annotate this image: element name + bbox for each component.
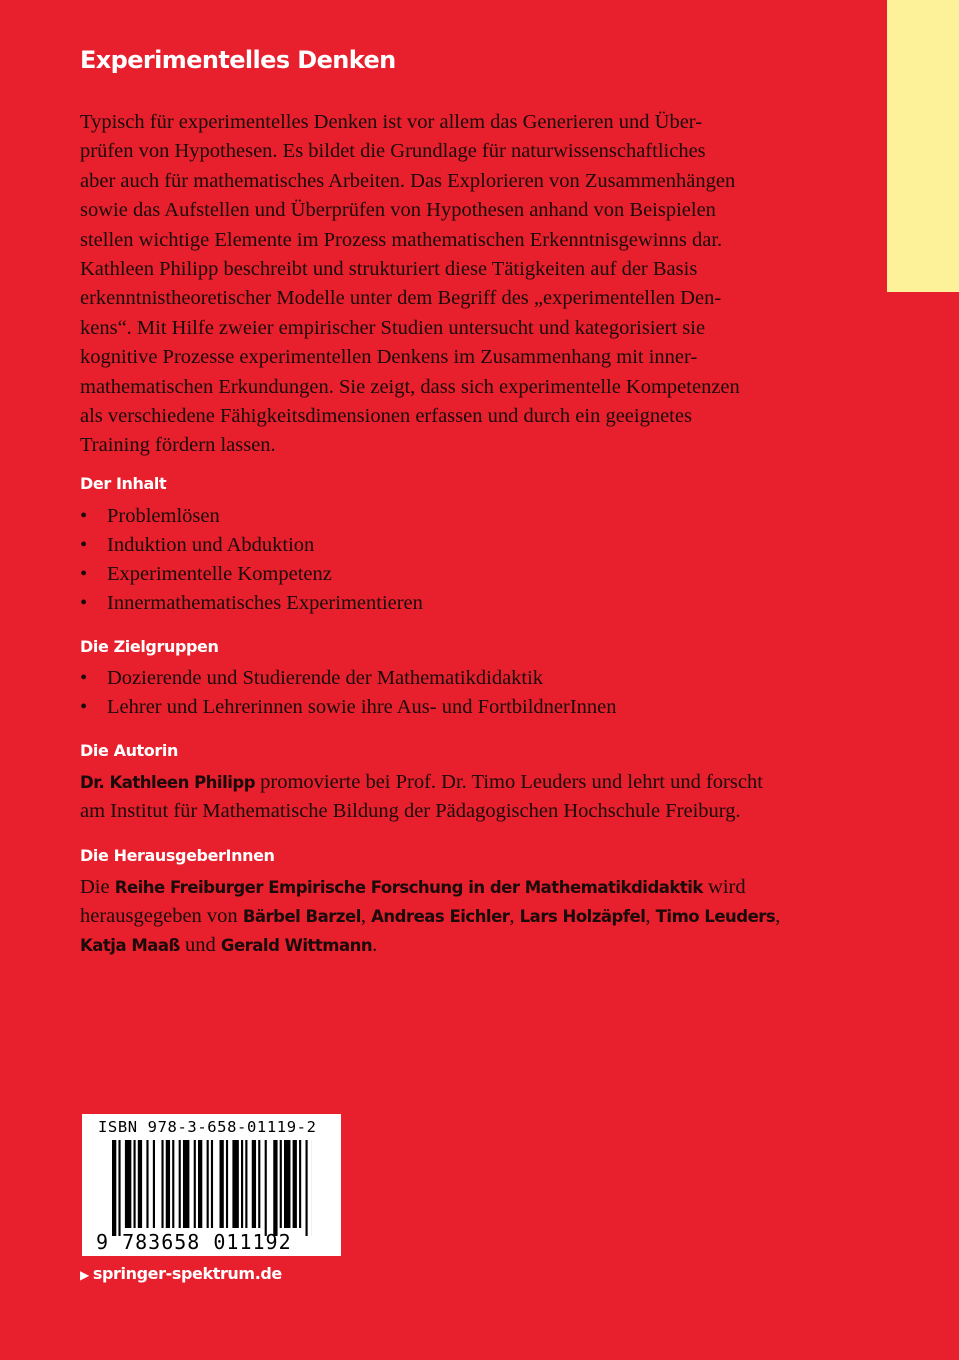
- text: wird: [702, 876, 746, 898]
- editor-name: Bärbel Barzel: [242, 907, 361, 926]
- barcode-bar: [194, 1140, 196, 1228]
- barcode-bar: [306, 1140, 308, 1236]
- zielgruppen-heading: Die Zielgruppen: [80, 637, 219, 656]
- intro-line: prüfen von Hypothesen. Es bildet die Grundlage für naturwissenschaftliches: [80, 140, 706, 163]
- barcode-bar: [299, 1140, 301, 1228]
- inhalt-list: [80, 502, 423, 618]
- barcode-bar: [241, 1140, 243, 1228]
- intro-line: Typisch für experimentelles Denken ist vor allem das Generieren und Über-: [80, 111, 703, 133]
- text: Die: [80, 876, 115, 898]
- list-item: • Dozierende und Studierende der Mathematikdidaktik: [80, 664, 617, 693]
- intro-line: kens“. Mit Hilfe zweier empirischer Studien untersucht und kategorisiert sie: [80, 316, 706, 339]
- intro-line: Training fördern lassen.: [80, 434, 276, 457]
- barcode-bar: [179, 1140, 181, 1228]
- barcode-bar: [220, 1140, 224, 1228]
- barcode-bar: [112, 1140, 116, 1236]
- publisher-website: [80, 1264, 282, 1283]
- barcode-bar: [172, 1140, 174, 1228]
- editor-name: Timo Leuders: [655, 907, 776, 926]
- barcode-bar: [258, 1140, 260, 1228]
- yellow-spine-tab: [887, 0, 959, 292]
- barcode-digits: 9 783658 011192: [96, 1230, 292, 1254]
- autorin-paragraph: [80, 768, 796, 826]
- barcode-bar: [265, 1140, 267, 1236]
- intro-line: erkenntnistheoretischer Modelle unter dem Begriff des „experimentellen Den-: [80, 287, 722, 310]
- text: ,: [775, 905, 781, 927]
- isbn-label: ISBN 978-3-658-01119-2: [98, 1118, 317, 1136]
- list-item: • Induktion und Abduktion: [80, 531, 423, 560]
- text: ,: [360, 905, 372, 927]
- website-text: springer-spektrum.de: [92, 1264, 282, 1283]
- barcode-bar: [232, 1140, 238, 1228]
- text: ,: [645, 905, 656, 927]
- text: und: [179, 934, 221, 956]
- list-item: • Problemlösen: [80, 502, 423, 531]
- barcode-bar: [153, 1140, 155, 1228]
- text: herausgegeben von: [80, 905, 243, 927]
- autorin-text: am Institut für Mathematische Bildung der Pädagogischen Hochschule Freiburg.: [80, 800, 741, 822]
- barcode-bar: [252, 1140, 256, 1228]
- barcode-bar: [273, 1140, 277, 1236]
- text: ,: [509, 905, 520, 927]
- list-item: • Experimentelle Kompetenz: [80, 560, 423, 589]
- barcode-bar: [161, 1140, 163, 1228]
- series-name: Reihe Freiburger Empirische Forschung in der Mathematikdidaktik: [114, 878, 703, 897]
- herausgeber-heading: Die HerausgeberInnen: [80, 846, 275, 865]
- intro-line: als verschiedene Fähigkeitsdimensionen erfassen und durch ein geeignetes: [80, 405, 692, 428]
- barcode-bar: [125, 1140, 131, 1228]
- barcode-bar: [280, 1140, 282, 1228]
- barcode-bar: [166, 1140, 170, 1228]
- intro-line: mathematischen Erkundungen. Sie zeigt, dass sich experimentelle Kompetenzen: [80, 375, 740, 398]
- barcode-bar: [118, 1140, 120, 1236]
- barcode-bar: [211, 1140, 213, 1228]
- autorin-text: promovierte bei Prof. Dr. Timo Leuders und lehrt und forscht: [255, 771, 763, 793]
- barcode-bar: [226, 1140, 228, 1228]
- intro-line: sowie das Aufstellen und Überprüfen von Hypothesen anhand von Beispielen: [80, 199, 716, 222]
- autorin-heading: Die Autorin: [80, 741, 178, 760]
- barcode-bar: [198, 1140, 202, 1228]
- zielgruppen-list: [80, 664, 617, 722]
- herausgeber-paragraph: [80, 873, 796, 960]
- list-item: • Innermathematisches Experimentieren: [80, 589, 423, 618]
- barcode-bar: [134, 1140, 136, 1228]
- intro-line: Kathleen Philipp beschreibt und strukturiert diese Tätigkeiten auf der Basis: [80, 258, 698, 281]
- intro-line: stellen wichtige Elemente im Prozess mathematischen Erkenntnisgewinns dar.: [80, 228, 723, 251]
- editor-name: Lars Holzäpfel: [519, 907, 646, 926]
- triangle-arrow-icon: ▶: [80, 1268, 89, 1282]
- editor-name: Katja Maaß: [80, 936, 180, 955]
- barcode-bar: [138, 1140, 142, 1228]
- editor-name: Gerald Wittmann: [220, 936, 373, 955]
- barcode-bar: [245, 1140, 247, 1228]
- barcode-bar: [146, 1140, 148, 1228]
- author-name: Dr. Kathleen Philipp: [80, 773, 256, 792]
- editor-name: Andreas Eichler: [371, 907, 510, 926]
- barcode-bar: [183, 1140, 189, 1228]
- book-title: Experimentelles Denken: [80, 46, 396, 74]
- isbn-barcode: [82, 1114, 341, 1256]
- inhalt-heading: Der Inhalt: [80, 474, 167, 493]
- barcode-bar: [207, 1140, 209, 1228]
- barcode-bar: [293, 1140, 297, 1228]
- intro-line: aber auch für mathematisches Arbeiten. Das Explorieren von Zusammenhängen: [80, 169, 736, 192]
- text: .: [372, 934, 378, 956]
- barcode-bar: [284, 1140, 290, 1228]
- intro-paragraph: [80, 108, 794, 461]
- barcode-bars: [112, 1140, 312, 1240]
- intro-line: kognitive Prozesse experimentellen Denkens im Zusammenhang mit inner-: [80, 346, 698, 369]
- list-item: • Lehrer und Lehrerinnen sowie ihre Aus- und FortbildnerInnen: [80, 693, 617, 722]
